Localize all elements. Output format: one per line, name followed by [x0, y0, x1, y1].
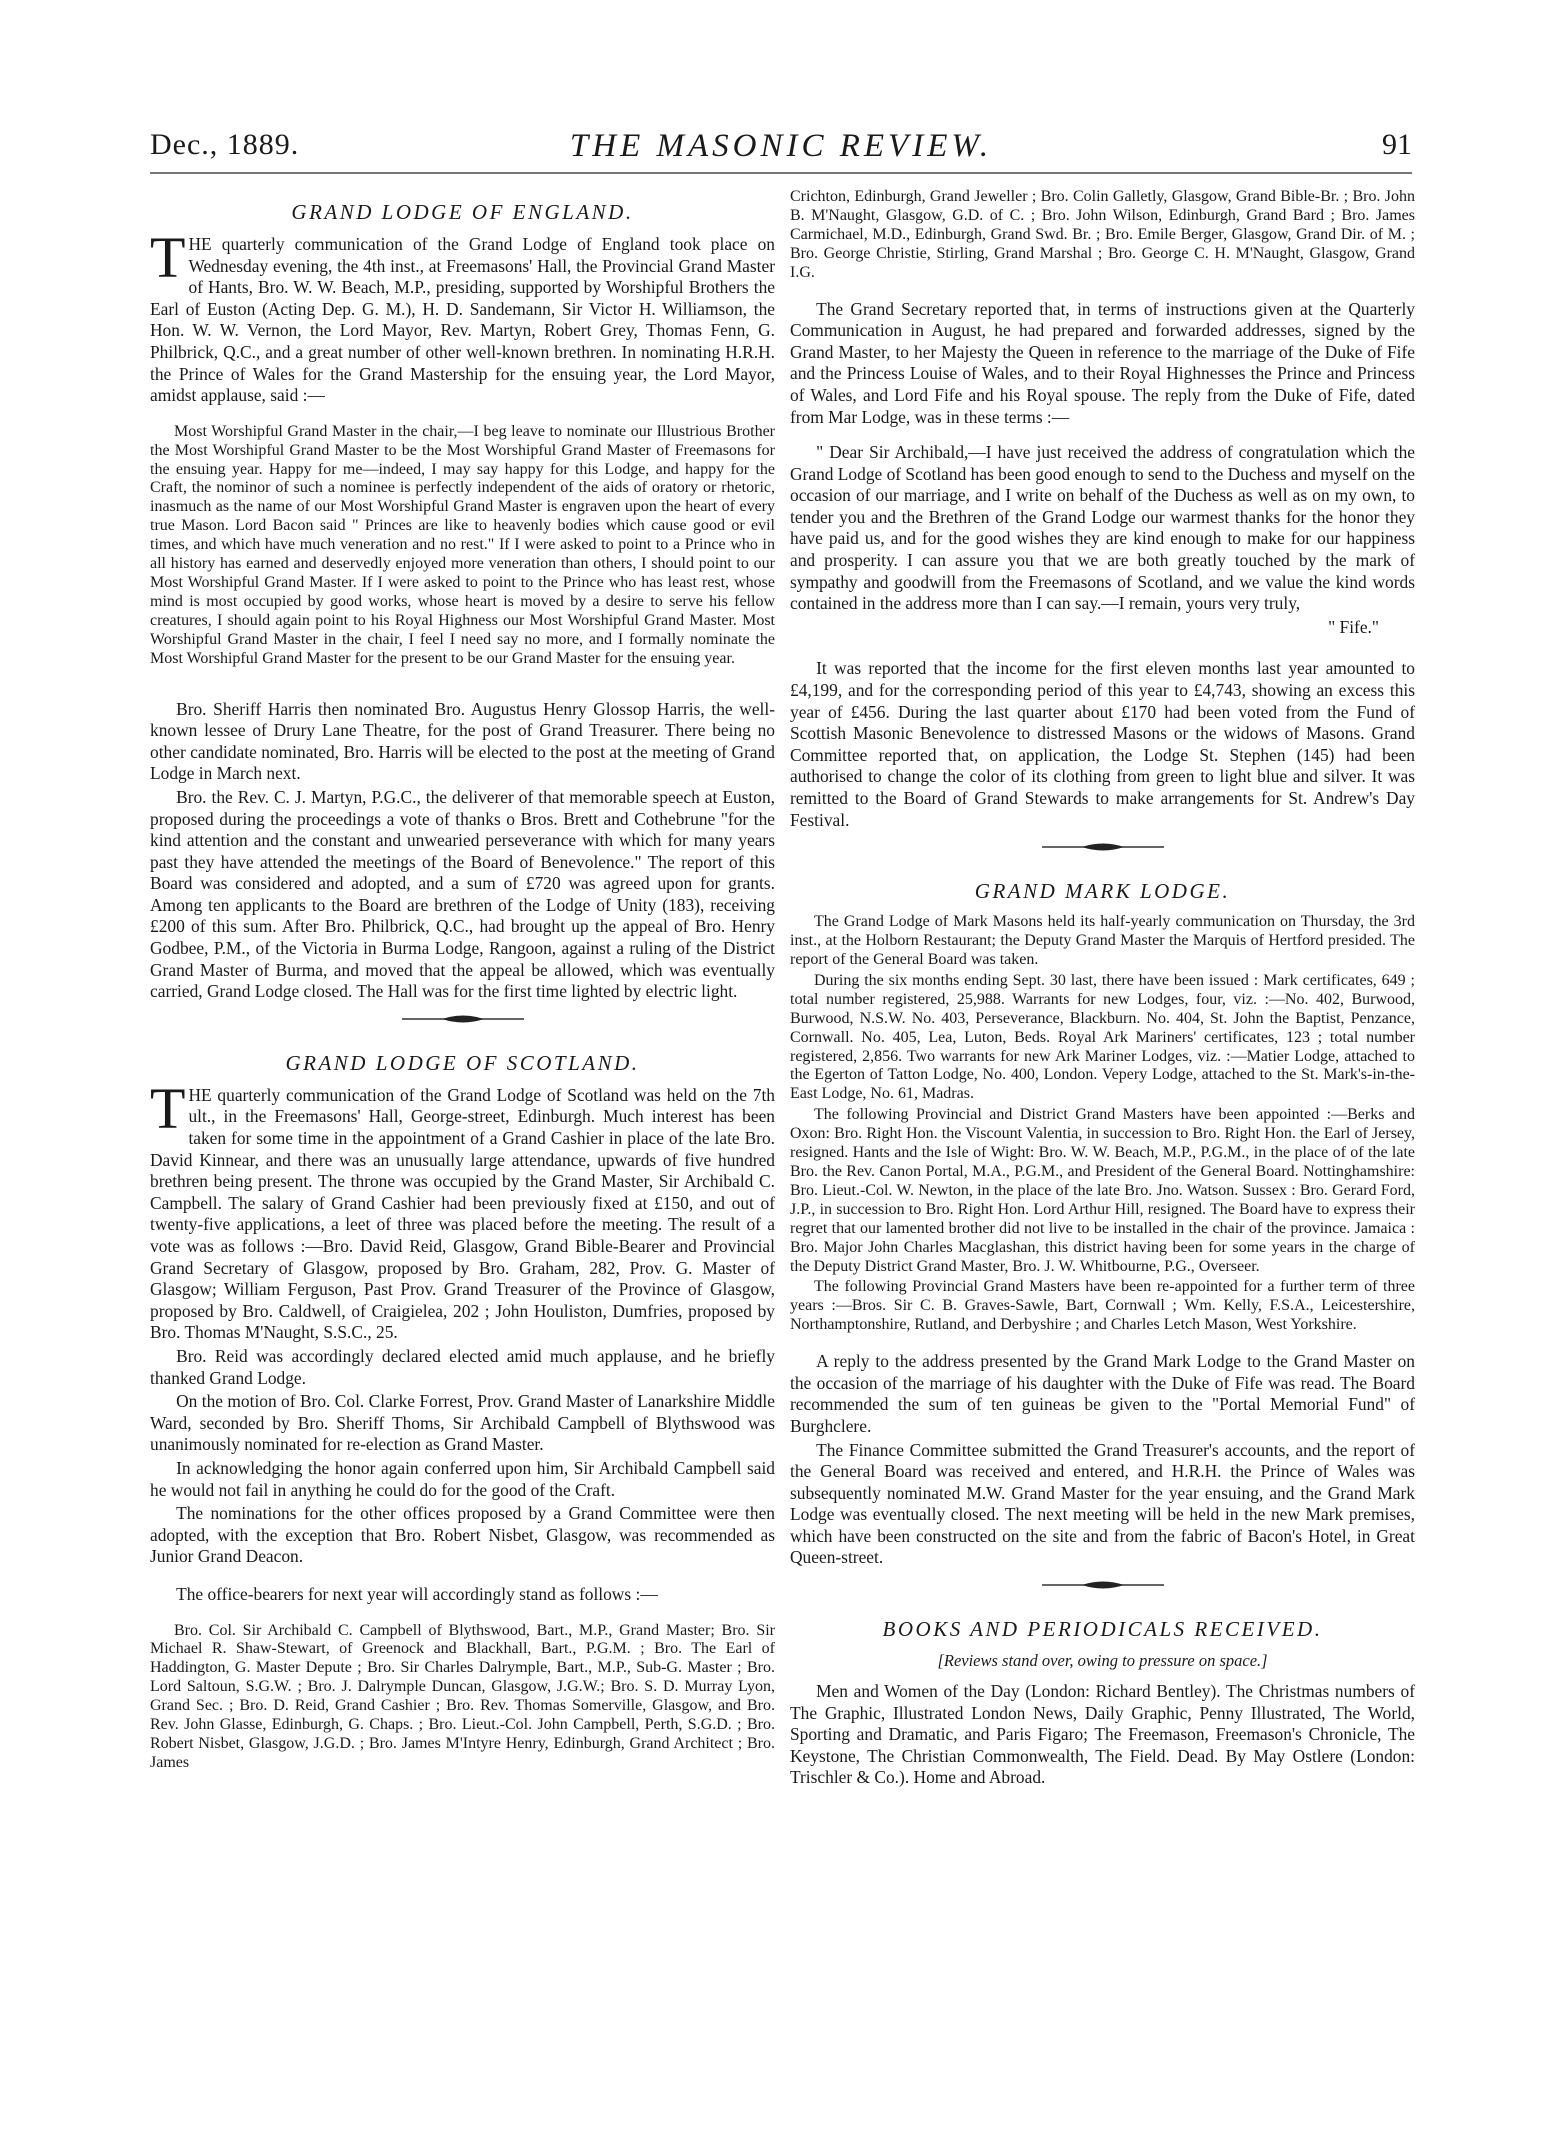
- section-title-grand-lodge-england: GRAND LODGE OF ENGLAND.: [291, 200, 634, 224]
- paragraph: The following Provincial Grand Masters have been re-appointed for a further term of three years :—Bros. Sir C. B. Graves-Sawle, Bart, Cornwall ; Wm. Kelly, F.S.A., Leicestershire, Northamptonshire, Rutland, and Derbyshire ; and Charles Letch Mason, West Yorkshire.: [790, 1278, 1415, 1334]
- office-bearers-continuation: Crichton, Edinburgh, Grand Jeweller ; Bro. Colin Galletly, Glasgow, Grand Bible-Br. ; Bro. John B. M'Naught, Glasgow, G.D. of C. ; Bro. John Wilson, Edinburgh, Grand Bard ; Bro. James Carmichael, M.D., Edinburgh, Grand Swd. Br. ; Bro. Emile Berger, Glasgow, Grand Dir. of M. ; Bro. George Christie, Stirling, Grand Marshal ; Bro. George C. H. M'Naught, Glasgow, Grand I.G.: [790, 188, 1415, 281]
- paragraph: Bro. the Rev. C. J. Martyn, P.G.C., the deliverer of that memorable speech at Euston, proposed during the proceedings a vote of thanks o Bros. Brett and Cothebrune "for the kind attention and the constant and unwearied perseverance with which for many years past they have attended the meetings of the Board of Benevolence." The report of this Board was considered and adopted, and a sum of £720 was agreed upon for grants. Among ten applicants to the Board are brethren of the Lodge of Unity (183), receiving £200 of this sum. After Bro. Philbrick, Q.C., had brought up the appeal of Bro. Henry Godbee, P.M., of the Victoria in Burma Lodge, Rangoon, against a ruling of the District Grand Master of Burma, and moved that the appeal be allowed, which was eventually carried, Grand Lodge closed. The Hall was for the first time lighted by electric light.: [150, 786, 775, 1002]
- paragraph: Bro. Sheriff Harris then nominated Bro. Augustus Henry Glossop Harris, the well-known lessee of Drury Lane Theatre, for the post of Grand Treasurer. There being no other candidate nominated, Bro. Harris will be elected to the post at the meeting of Grand Lodge in March next.: [150, 698, 775, 784]
- paragraph: THE quarterly communication of the Grand Lodge of England took place on Wednesday evening, the 4th inst., at Freemasons' Hall, the Provincial Grand Master of Hants, Bro. W. W. Beach, M.P., presiding, supported by Worshipful Brothers the Earl of Euston (Acting Dep. G. M.), H. D. Sandemann, Sir Victor H. Williamson, the Hon. W. W. Vernon, the Lord Mayor, Rev. Martyn, Robert Grey, Thomas Fenn, G. Philbrick, Q.C., and a great number of other well-known brethren. In nominating H.R.H. the Prince of Wales for the Grand Mastership for the ensuing year, the Lord Mayor, amidst applause, said :—: [150, 225, 775, 406]
- paragraph: The Grand Secretary reported that, in terms of instructions given at the Quarterly Communication in August, he had prepared and forwarded addresses, signed by the Grand Master, to her Majesty the Queen in reference to the marriage of the Duke of Fife and the Princess Louise of Wales, and to their Royal Highnesses the Prince and Princess of Wales, and Lord Fife and his Royal spouse. The reply from the Duke of Fife, dated from Mar Lodge, was in these terms :—: [790, 298, 1415, 427]
- section-divider-ornament: [1038, 1579, 1168, 1591]
- section-title-grand-mark-lodge: GRAND MARK LODGE.: [974, 879, 1231, 904]
- section-divider-ornament: [1038, 841, 1168, 853]
- duke-of-fife-letter: " Dear Sir Archibald,—I have just received the address of congratulation which the Grand Lodge of Scotland has been good enough to send to the Duchess and myself on the occasion of our marriage, and I write on behalf of the Duchess as well as on my own, to tender you and the Brethren of the Grand Lodge our warmest thanks for the honor they have paid us, and for the good wishes they are kind enough to make for our happiness and prosperity. I can assure you that we are both greatly touched by the mark of sympathy and goodwill from the Freemasons of Scotland, and we value the kind words contained in the address more than I can say.—I remain, yours very truly,: [790, 442, 1415, 614]
- section-title-grand-lodge-scotland: GRAND LODGE OF SCOTLAND.: [285, 1050, 640, 1075]
- paragraph: The Finance Committee submitted the Grand Treasurer's accounts, and the report of the General Board was received and entered, and H.R.H. the Prince of Wales was subsequently nominated M.W. Grand Master for the year ensuing, and the Grand Mark Lodge was eventually closed. The next meeting will be held in the new Mark premises, which have been constructed on the site and from the fabric of Bacon's Hotel, in Great Queen-street.: [790, 1439, 1415, 1568]
- paragraph: During the six months ending Sept. 30 last, there have been issued : Mark certificates, 649 ; total number registered, 25,988. Warrants for new Lodges, four, viz. :—No. 402, Burwood, Burwood, N.S.W. No. 403, Perseverance, Blackburn. No. 404, St. John the Baptist, Penzance, Cornwall. No. 405, Lea, Luton, Beds. Royal Ark Mariners' certificates, 123 ; total number registered, 2,856. Two warrants for new Ark Mariner Lodges, viz. :—Matier Lodge, attached to the Egerton of Tatton Lodge, No. 400, London. Vepery Lodge, attached to the St. Mark's-in-the-East Lodge, No. 61, Madras.: [790, 971, 1415, 1103]
- paragraph: In acknowledging the honor again conferred upon him, Sir Archibald Campbell said he would not fail in anything he could do for the good of the Craft.: [150, 1457, 775, 1500]
- header-rule: [150, 172, 1412, 174]
- paragraph: A reply to the address presented by the Grand Mark Lodge to the Grand Master on the occasion of the marriage of his daughter with the Duke of Fife was read. The Board recommended the sum of ten guineas be given to the "Portal Memorial Fund" of Burghclere.: [790, 1351, 1415, 1436]
- paragraph: Men and Women of the Day (London: Richard Bentley). The Christmas numbers of The Graphic, Illustrated London News, Daily Graphic, Penny Illustrated, The World, Sporting and Dramatic, and Paris Figaro; The Freemason, Freemason's Chronicle, The Keystone, The Christian Commonwealth, The Field. Dead. By May Ostlere (London: Trischler & Co.). Home and Abroad.: [790, 1681, 1415, 1788]
- nomination-speech: Most Worshipful Grand Master in the chair,—I beg leave to nominate our Illustrious Brother the Most Worshipful Grand Master to be the Most Worshipful Grand Master of Freemasons for the ensuing year. Happy for me—indeed, I may say happy for this Lodge, and happy for the Craft, the nominor of such a nominee is perfectly independent of the aids of oratory or rhetoric, inasmuch as the name of our Most Worshipful Grand Master is engraven upon the heart of every true Mason. Lord Bacon said " Princes are like to heavenly bodies which cause good or evil times, and which have much veneration and no rest." If I were asked to point to a Prince who in all history has earned and deservedly enjoyed more veneration than others, I should point to our Most Worshipful Grand Master. If I were asked to point to the Prince who has least rest, whose mind is most occupied by good works, whose heart is moved by a desire to serve his fellow creatures, I should again point to his Royal Highness our Most Worshipful Grand Master. Most Worshipful Grand Master in the chair, I feel I need say no more, and I formally nominate the Most Worshipful Grand Master for the present to be our Grand Master for the ensuing year.: [150, 422, 775, 667]
- page-header: [150, 128, 1412, 178]
- paragraph: The Grand Lodge of Mark Masons held its half-yearly communication on Thursday, the 3rd inst., at the Holborn Restaurant; the Deputy Grand Master the Marquis of Hertford presided. The report of the General Board was taken.: [790, 913, 1415, 968]
- header-date: Dec., 1889.: [150, 128, 300, 161]
- paragraph: The office-bearers for next year will accordingly stand as follows :—: [176, 1583, 658, 1604]
- paragraph: The following Provincial and District Grand Masters have been appointed :—Berks and Oxon: Bro. Right Hon. the Viscount Valentia, in succession to Bro. Right Hon. the Earl of Jersey, resigned. Hants and the Isle of Wight: Bro. W. W. Beach, M.P., P.G.M., in the place of of the late Bro. the Rev. Canon Portal, M.A., P.G.M., and President of the General Board. Nottinghamshire: Bro. Lieut.-Col. W. Newton, in the place of the late Bro. Jno. Watson. Sussex : Bro. Gerard Ford, J.P., in succession to Bro. Right Hon. Lord Arthur Hill, resigned. The Board have to express their regret that our lamented brother did not live to be installed in the chair of the province. Jamaica : Bro. Major John Charles Macglashan, this district having been for some years in the charge of the Deputy District Grand Master, Bro. J. W. Whitbourne, P.G., Overseer.: [790, 1106, 1415, 1275]
- page-number: 91: [1382, 128, 1412, 161]
- paragraph: The nominations for the other offices proposed by a Grand Committee were then adopted, with the exception that Bro. Robert Nisbet, Glasgow, was recommended as Junior Grand Deacon.: [150, 1503, 775, 1567]
- office-bearers-list: Bro. Col. Sir Archibald C. Campbell of Blythswood, Bart., M.P., Grand Master; Bro. Sir Michael R. Shaw-Stewart, of Greenock and Blackhall, Bart., P.G.M. ; Bro. The Earl of Haddington, G. Master Depute ; Bro. Sir Charles Dalrymple, Bart., M.P., Sub-G. Master ; Bro. Lord Saltoun, S.G.W. ; Bro. J. Dalrymple Duncan, Glasgow, J.G.W.; Bro. S. D. Murray Lyon, Grand Sec. ; Bro. D. Reid, Grand Cashier ; Bro. Rev. Thomas Somerville, Glasgow, and Bro. Rev. John Glasse, Edinburgh, G. Chaps. ; Bro. Lieut.-Col. John Campbell, Perth, S.G.D. ; Bro. Robert Nisbet, Glasgow, J.G.D. ; Bro. James M'Intyre Henry, Edinburgh, Grand Architect ; Bro. James: [150, 1621, 775, 1771]
- paragraph: On the motion of Bro. Col. Clarke Forrest, Prov. Grand Master of Lanarkshire Middle Ward, seconded by Bro. Sheriff Thoms, Sir Archibald Campbell of Blythswood was unanimously nominated for re-election as Grand Master.: [150, 1391, 775, 1455]
- section-divider-ornament: [398, 1013, 528, 1025]
- editorial-note: [Reviews stand over, owing to pressure on space.]: [937, 1651, 1268, 1671]
- right-column: [790, 188, 1415, 1791]
- left-column: [150, 188, 775, 1775]
- letter-signature: " Fife.": [1328, 616, 1379, 637]
- section-title-books-periodicals: BOOKS AND PERIODICALS RECEIVED.: [882, 1617, 1323, 1642]
- paragraph: THE quarterly communication of the Grand Lodge of Scotland was held on the 7th ult., in the Freemasons' Hall, George-street, Edinburgh. Much interest has been taken for some time in the appointment of a Grand Cashier in place of the late Bro. David Kinnear, and there was an unusually large attendance, upwards of five hundred brethren being present. The throne was occupied by the Grand Master, Sir Archibald C. Campbell. The salary of Grand Cashier had been previously fixed at £150, and out of twenty-five applications, a leet of three was placed before the meeting. The result of a vote was as follows :—Bro. David Reid, Glasgow, Grand Bible-Bearer and Provincial Grand Secretary of Glasgow, proposed by Bro. Graham, 282, Prov. G. Master of Glasgow; William Ferguson, Past Prov. Grand Treasurer of the Province of Glasgow, proposed by Bro. Caldwell, of Craigielea, 202 ; John Houliston, Dumfries, proposed by Bro. Thomas M'Naught, S.S.C., 25.: [150, 1075, 775, 1343]
- paragraph: It was reported that the income for the first eleven months last year amounted to £4,199, and for the corresponding period of this year to £4,743, showing an excess this year of £456. During the last quarter about £170 had been voted from the Fund of Scottish Masonic Benevolence to distressed Masons or the widows of Masons. Grand Committee reported that, on application, the Lodge St. Stephen (145) had been authorised to change the color of its clothing from green to light blue and silver. It was remitted to the Board of Grand Stewards to make arrangements for St. Andrew's Day Festival.: [790, 658, 1415, 830]
- journal-title: THE MASONIC REVIEW.: [569, 128, 993, 164]
- paragraph: Bro. Reid was accordingly declared elected amid much applause, and he briefly thanked Grand Lodge.: [150, 1345, 775, 1388]
